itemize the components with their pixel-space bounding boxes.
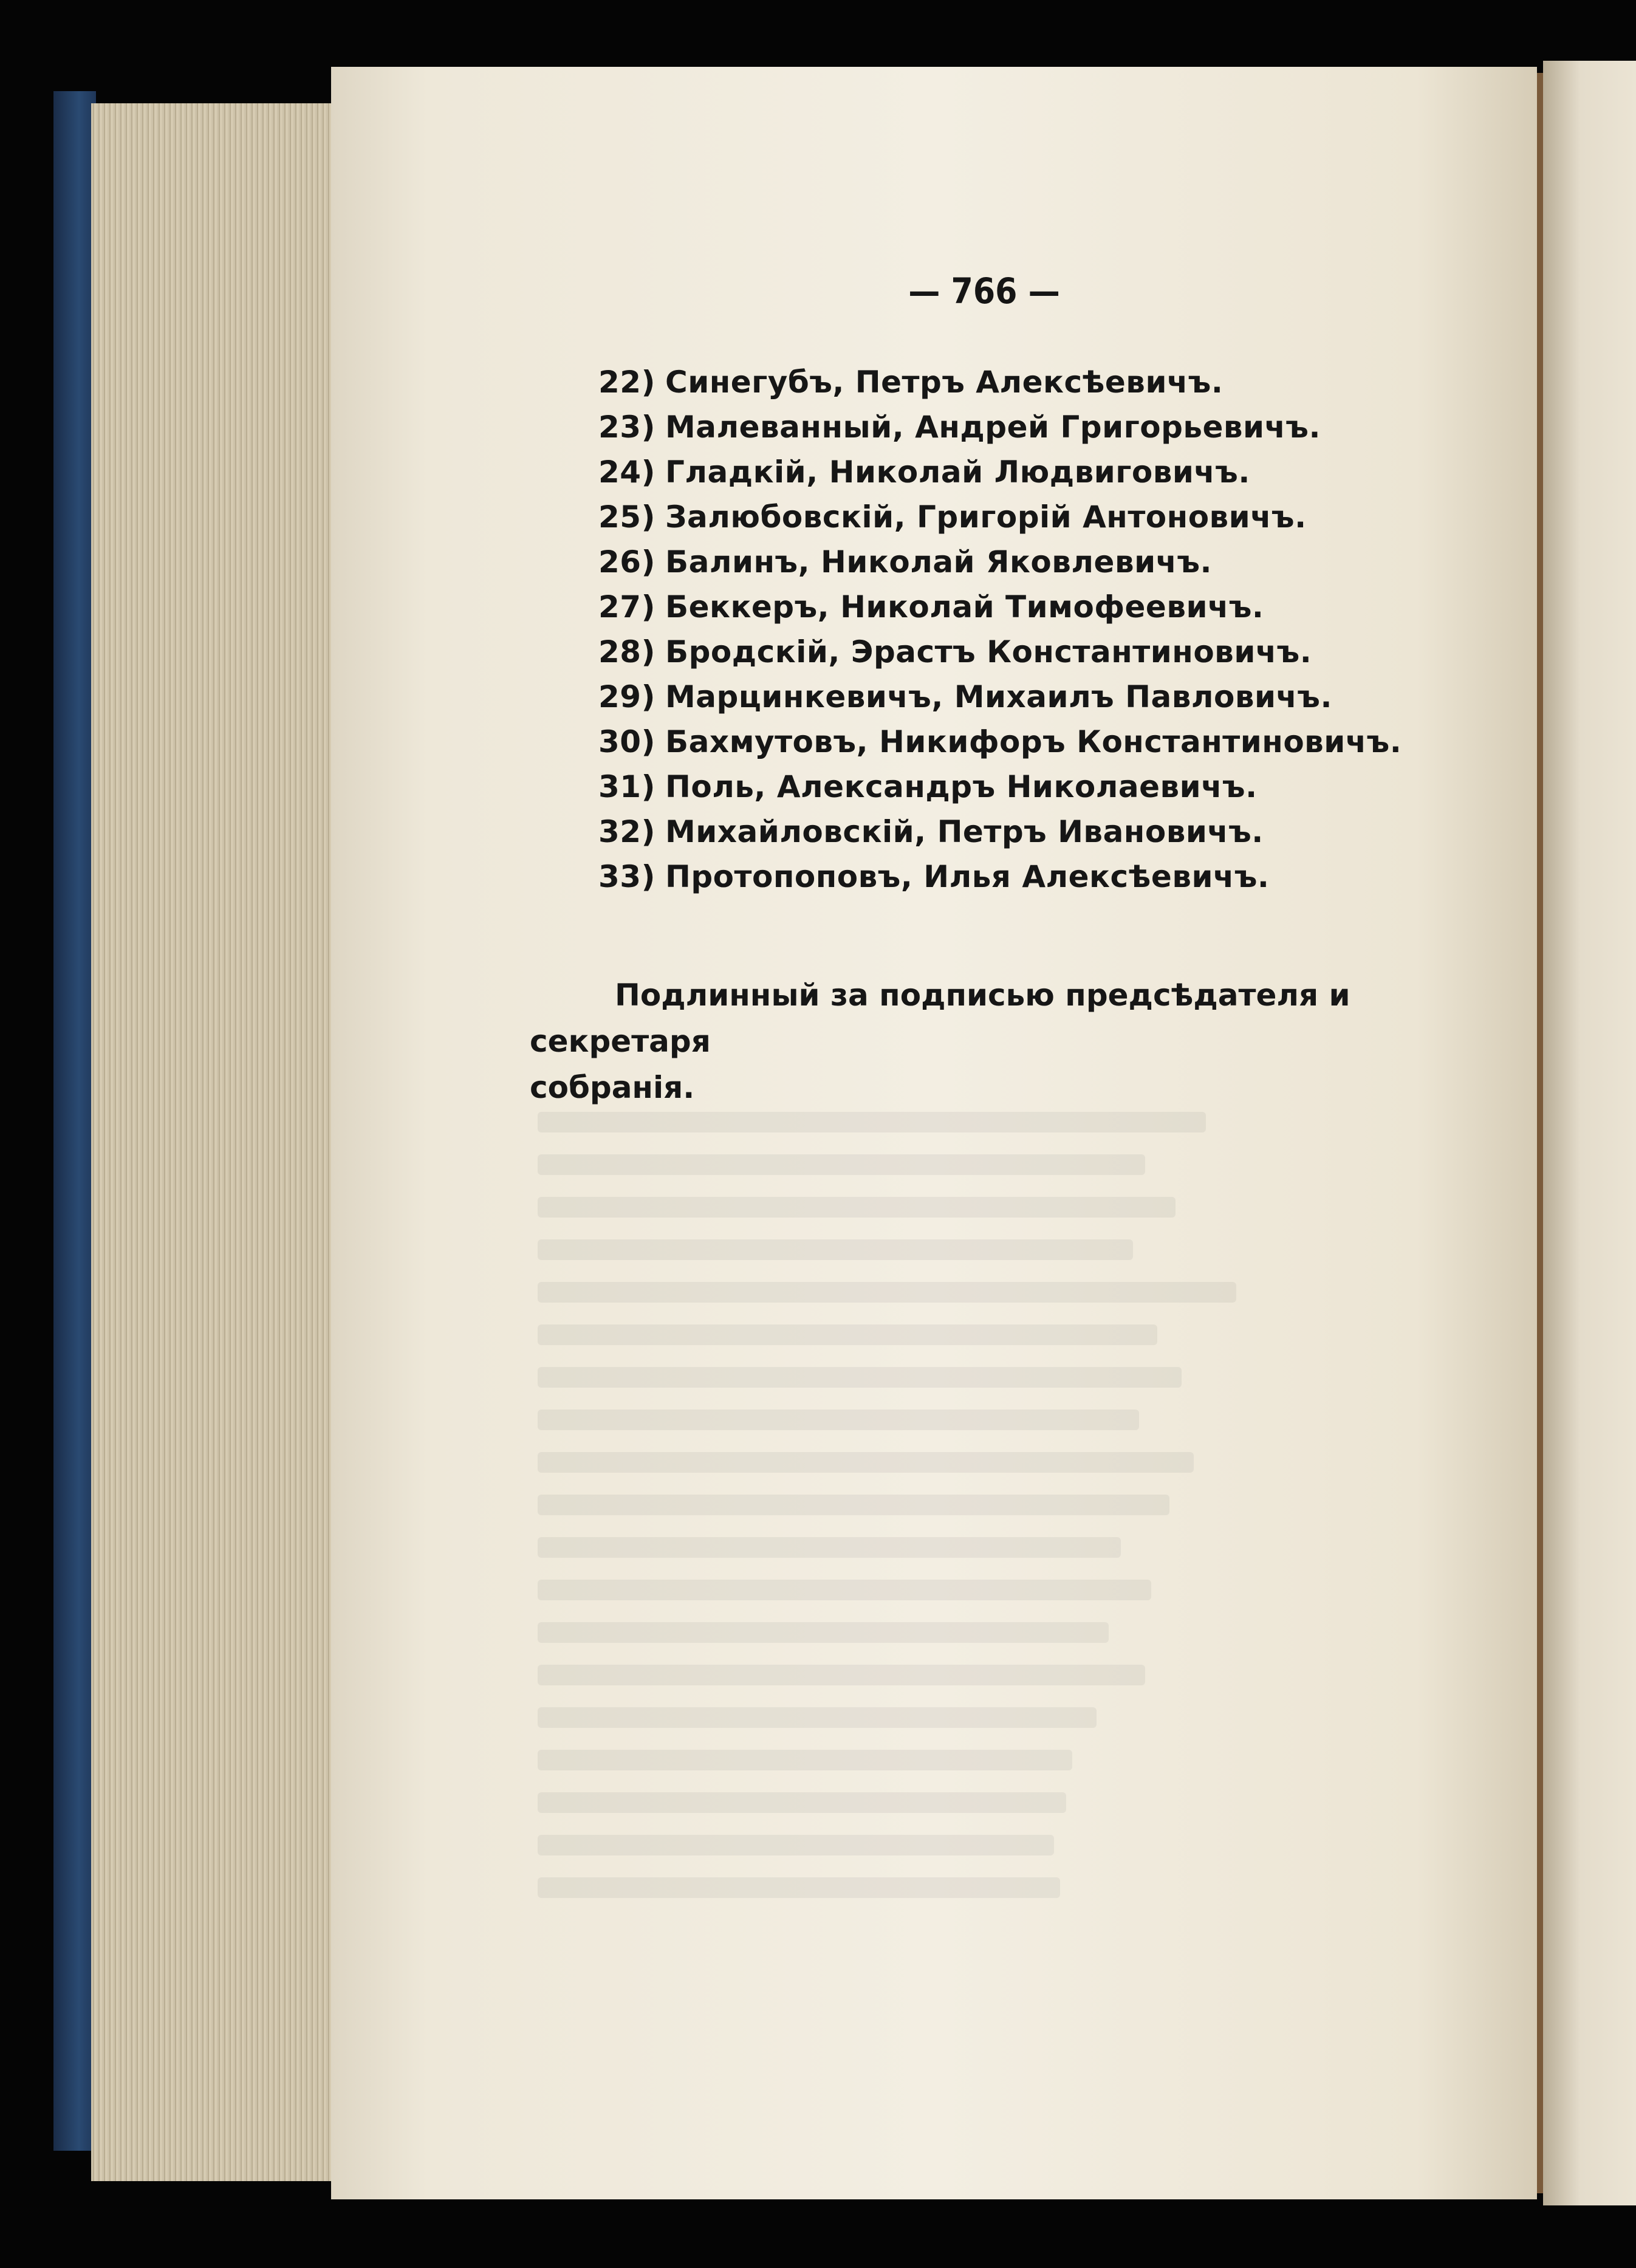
item-number: 33) bbox=[598, 859, 655, 894]
list-item bbox=[598, 495, 1402, 540]
item-number: 26) bbox=[598, 544, 655, 580]
list-item bbox=[598, 854, 1402, 899]
item-name: Бродскій, Эрастъ Константиновичъ. bbox=[665, 634, 1312, 670]
item-number: 23) bbox=[598, 409, 655, 445]
book-spine-edge bbox=[53, 91, 96, 2151]
list-item bbox=[598, 674, 1402, 719]
item-number: 22) bbox=[598, 365, 655, 400]
item-name: Беккеръ, Николай Тимофеевичъ. bbox=[665, 589, 1264, 625]
page-stack bbox=[91, 103, 346, 2181]
list-item bbox=[598, 540, 1402, 584]
list-item bbox=[598, 629, 1402, 674]
list-item bbox=[598, 719, 1402, 764]
list-item bbox=[598, 360, 1402, 405]
item-name: Поль, Александръ Николаевичъ. bbox=[665, 769, 1258, 804]
item-name: Гладкій, Николай Людвиговичъ. bbox=[665, 454, 1250, 490]
item-name: Марцинкевичъ, Михаилъ Павловичъ. bbox=[665, 679, 1332, 714]
closing-line-2: собранія. bbox=[530, 1070, 695, 1105]
list-item bbox=[598, 450, 1402, 495]
item-name: Бахмутовъ, Никифоръ Константиновичъ. bbox=[665, 724, 1402, 759]
closing-line-1: Подлинный за подписью предсѣдателя и секретаря bbox=[530, 978, 1350, 1059]
item-number: 30) bbox=[598, 724, 655, 759]
item-name: Балинъ, Николай Яковлевичъ. bbox=[665, 544, 1213, 580]
item-number: 24) bbox=[598, 454, 655, 490]
item-name: Михайловскій, Петръ Ивановичъ. bbox=[665, 814, 1264, 849]
item-number: 32) bbox=[598, 814, 655, 849]
item-name: Залюбовскій, Григорій Антоновичъ. bbox=[665, 499, 1307, 535]
page-number: — 766 — bbox=[908, 270, 1060, 312]
item-number: 31) bbox=[598, 769, 655, 804]
item-name: Синегубъ, Петръ Алексѣевичъ. bbox=[665, 365, 1224, 400]
item-number: 28) bbox=[598, 634, 655, 670]
facing-page bbox=[1543, 61, 1636, 2205]
name-list bbox=[598, 360, 1402, 899]
list-item bbox=[598, 764, 1402, 809]
item-name: Малеванный, Андрей Григорьевичъ. bbox=[665, 409, 1321, 445]
list-item bbox=[598, 584, 1402, 629]
item-number: 27) bbox=[598, 589, 655, 625]
item-number: 25) bbox=[598, 499, 655, 535]
item-number: 29) bbox=[598, 679, 655, 714]
item-name: Протопоповъ, Илья Алексѣевичъ. bbox=[665, 859, 1270, 894]
list-item bbox=[598, 405, 1402, 450]
list-item bbox=[598, 809, 1402, 854]
closing-paragraph bbox=[530, 972, 1417, 1111]
